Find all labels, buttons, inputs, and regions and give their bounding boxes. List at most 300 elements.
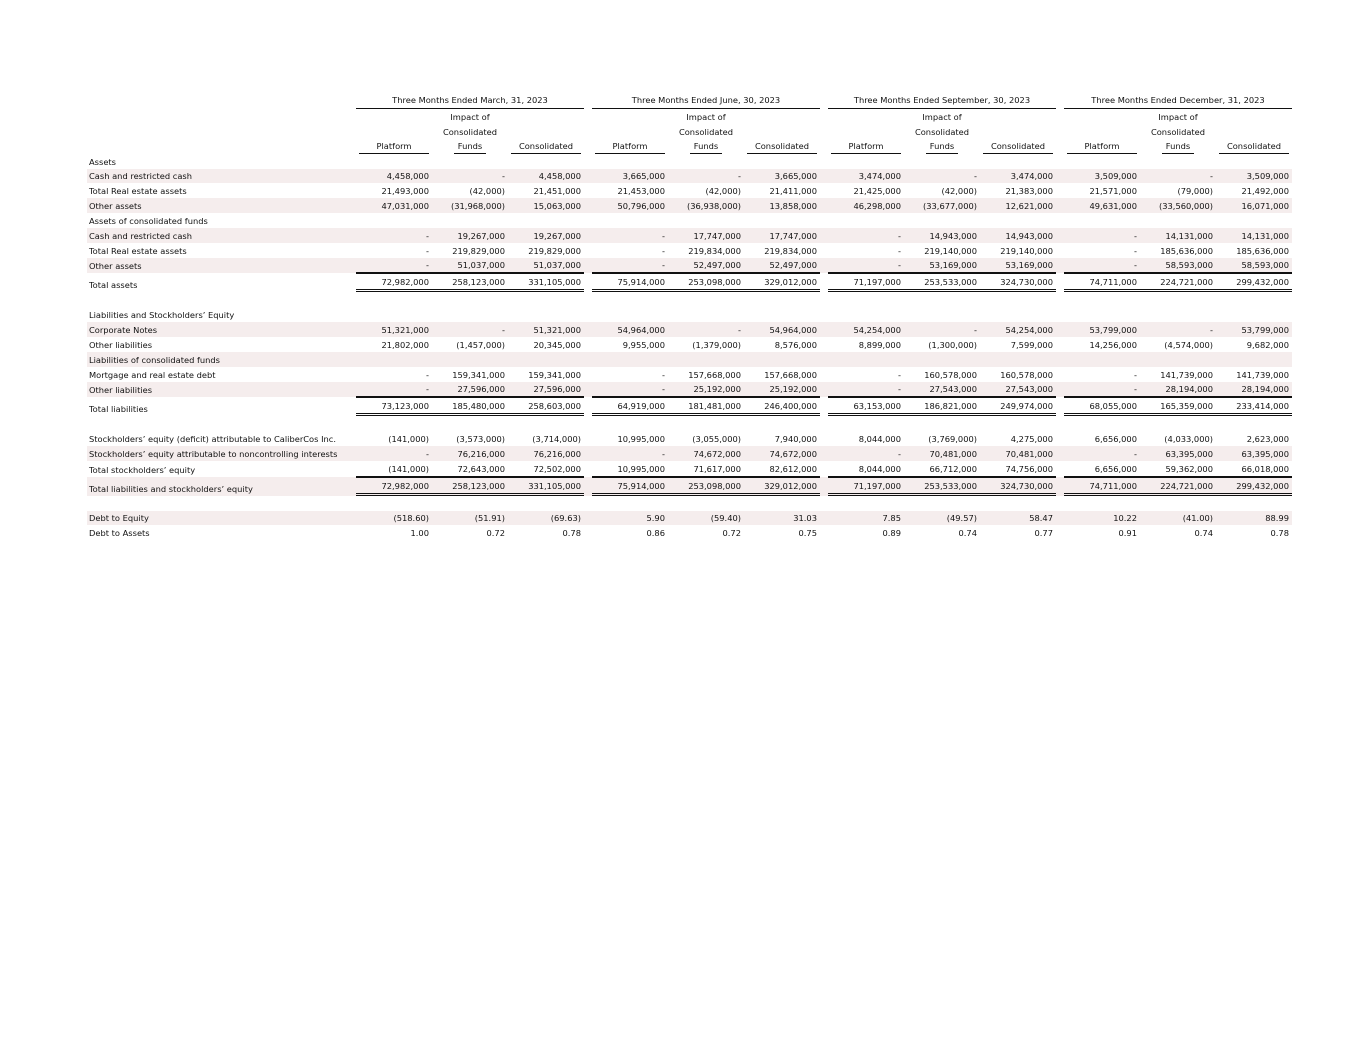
table-row xyxy=(87,322,1292,337)
table-cell: 0.86 xyxy=(646,528,665,539)
table-cell: 219,140,000 xyxy=(1000,245,1053,256)
table-cell: - xyxy=(1064,382,1140,398)
table-cell: - xyxy=(828,446,904,461)
row-label: Other liabilities xyxy=(87,382,348,398)
table-cell: 4,275,000 xyxy=(1010,434,1053,445)
table-cell xyxy=(828,213,904,228)
table-cell: - xyxy=(1140,322,1216,337)
table-cell xyxy=(1216,154,1292,169)
column-header-platform: Platform xyxy=(1067,140,1137,154)
column-header-impact-l1: Impact of xyxy=(922,111,962,122)
table-cell: 72,982,000 xyxy=(356,273,432,292)
table-cell: 73,123,000 xyxy=(356,397,432,416)
table-cell: 64,919,000 xyxy=(592,397,668,416)
section-row xyxy=(87,154,1292,169)
table-cell: 72,502,000 xyxy=(508,461,584,477)
table-cell xyxy=(432,352,508,367)
table-cell: 3,509,000 xyxy=(1064,169,1140,184)
table-cell: 233,414,000 xyxy=(1216,397,1292,416)
table-cell: 219,140,000 xyxy=(924,245,977,256)
table-cell: 219,829,000 xyxy=(528,245,581,256)
table-cell: (31,968,000) xyxy=(432,198,508,213)
section-row xyxy=(87,307,1292,322)
table-cell: 10,995,000 xyxy=(617,434,665,445)
table-cell: 52,497,000 xyxy=(744,258,820,274)
spacer-row xyxy=(87,292,1292,307)
table-cell: 74,711,000 xyxy=(1064,273,1140,292)
table-row xyxy=(87,243,1292,258)
table-cell: 63,395,000 xyxy=(1216,446,1292,461)
table-cell: 72,643,000 xyxy=(432,461,508,477)
table-cell: - xyxy=(828,258,904,274)
table-cell: - xyxy=(668,169,744,184)
table-cell: 224,721,000 xyxy=(1140,477,1216,496)
column-header-row xyxy=(87,124,1292,139)
table-cell: 4,458,000 xyxy=(508,169,584,184)
table-cell: 63,153,000 xyxy=(828,397,904,416)
row-label: Total liabilities and stockholders’ equity xyxy=(87,477,348,496)
row-label: Total Real estate assets xyxy=(89,186,187,197)
table-cell: 185,480,000 xyxy=(432,397,508,416)
table-cell xyxy=(668,352,744,367)
row-label: Assets of consolidated funds xyxy=(89,215,208,226)
table-cell xyxy=(980,307,1056,322)
table-cell xyxy=(592,213,668,228)
table-cell: (3,769,000) xyxy=(928,434,977,445)
table-cell: - xyxy=(1064,446,1140,461)
table-cell: 51,037,000 xyxy=(432,258,508,274)
table-cell: - xyxy=(426,369,429,380)
table-cell: - xyxy=(662,369,665,380)
row-label: Assets xyxy=(89,156,117,167)
table-cell: 27,596,000 xyxy=(508,382,584,398)
table-cell: 17,747,000 xyxy=(744,228,820,243)
table-cell: (33,677,000) xyxy=(904,198,980,213)
column-header-row xyxy=(87,139,1292,154)
table-cell: 9,682,000 xyxy=(1246,339,1289,350)
table-cell: 25,192,000 xyxy=(744,382,820,398)
table-cell xyxy=(1216,352,1292,367)
table-cell: (42,000) xyxy=(469,186,505,197)
table-cell: 9,955,000 xyxy=(622,339,665,350)
table-cell: 88.99 xyxy=(1216,511,1292,526)
table-cell: 3,665,000 xyxy=(592,169,668,184)
table-cell: (4,033,000) xyxy=(1164,434,1213,445)
table-cell: 0.91 xyxy=(1118,528,1137,539)
table-cell: 8,044,000 xyxy=(858,434,901,445)
table-cell xyxy=(1140,154,1216,169)
table-cell: - xyxy=(356,228,432,243)
table-cell: - xyxy=(356,446,432,461)
table-cell: 6,656,000 xyxy=(1064,461,1140,477)
table-cell xyxy=(828,154,904,169)
table-cell xyxy=(1064,154,1140,169)
table-cell: 17,747,000 xyxy=(668,228,744,243)
table-cell: 7.85 xyxy=(828,511,904,526)
table-cell: 71,617,000 xyxy=(668,461,744,477)
row-label: Cash and restricted cash xyxy=(87,228,348,243)
table-cell: 15,063,000 xyxy=(508,198,584,213)
table-cell: 70,481,000 xyxy=(904,446,980,461)
table-cell: 5.90 xyxy=(592,511,668,526)
table-cell: (51.91) xyxy=(432,511,508,526)
table-cell: 160,578,000 xyxy=(924,369,977,380)
table-cell: - xyxy=(662,245,665,256)
table-cell: - xyxy=(898,245,901,256)
column-header-impact-l1: Impact of xyxy=(1158,111,1198,122)
table-cell: 74,711,000 xyxy=(1064,477,1140,496)
table-cell: 185,636,000 xyxy=(1160,245,1213,256)
table-cell xyxy=(432,307,508,322)
table-cell: (79,000) xyxy=(1177,186,1213,197)
table-cell: 50,796,000 xyxy=(592,198,668,213)
table-cell: 160,578,000 xyxy=(1000,369,1053,380)
table-cell xyxy=(828,352,904,367)
table-cell: 54,254,000 xyxy=(828,322,904,337)
table-cell xyxy=(356,154,432,169)
table-cell: 253,533,000 xyxy=(904,477,980,496)
table-cell: 76,216,000 xyxy=(432,446,508,461)
table-cell: 19,267,000 xyxy=(432,228,508,243)
total-row xyxy=(87,477,1292,496)
table-cell xyxy=(1064,352,1140,367)
column-header-platform: Platform xyxy=(595,140,665,154)
table-cell: 14,131,000 xyxy=(1140,228,1216,243)
column-header-impact-l1: Impact of xyxy=(450,111,490,122)
table-cell: 74,672,000 xyxy=(744,446,820,461)
table-cell: (49.57) xyxy=(904,511,980,526)
table-cell: 253,533,000 xyxy=(904,273,980,292)
table-cell xyxy=(1216,307,1292,322)
table-cell: 16,071,000 xyxy=(1216,198,1292,213)
table-cell: 331,105,000 xyxy=(508,477,584,496)
row-label: Total Real estate assets xyxy=(89,245,187,256)
table-cell xyxy=(904,307,980,322)
table-cell: 246,400,000 xyxy=(744,397,820,416)
column-header-impact-l3: Funds xyxy=(1162,140,1194,154)
table-row xyxy=(87,525,1292,540)
table-cell: - xyxy=(1134,369,1137,380)
financial-table xyxy=(87,93,1292,540)
column-header-impact-l1: Impact of xyxy=(686,111,726,122)
table-cell: 6,656,000 xyxy=(1094,434,1137,445)
table-cell: 299,432,000 xyxy=(1216,477,1292,496)
table-cell: 72,982,000 xyxy=(356,477,432,496)
table-cell: - xyxy=(426,245,429,256)
table-cell: 186,821,000 xyxy=(904,397,980,416)
table-cell: (3,055,000) xyxy=(692,434,741,445)
row-label: Liabilities of consolidated funds xyxy=(87,352,348,367)
column-header-impact-l2: Consolidated xyxy=(1150,126,1206,137)
period-q3: Three Months Ended September, 30, 2023 xyxy=(828,93,1056,109)
table-row xyxy=(87,169,1292,184)
total-row xyxy=(87,461,1292,477)
column-header-impact-l3: Funds xyxy=(454,140,486,154)
table-cell xyxy=(356,213,432,228)
table-cell: - xyxy=(432,169,508,184)
table-cell: 66,018,000 xyxy=(1216,461,1292,477)
table-cell xyxy=(668,307,744,322)
row-label: Other liabilities xyxy=(89,339,153,350)
table-cell: 21,802,000 xyxy=(381,339,429,350)
table-cell xyxy=(508,213,584,228)
table-cell: - xyxy=(904,322,980,337)
table-cell: 8,044,000 xyxy=(828,461,904,477)
table-cell: 71,197,000 xyxy=(828,477,904,496)
table-cell xyxy=(980,154,1056,169)
table-cell: - xyxy=(828,228,904,243)
table-cell xyxy=(1140,352,1216,367)
column-header-consolidated: Consolidated xyxy=(983,140,1053,154)
table-cell: 329,012,000 xyxy=(744,273,820,292)
table-cell: - xyxy=(668,322,744,337)
table-cell: (42,000) xyxy=(705,186,741,197)
table-cell: - xyxy=(592,228,668,243)
table-cell: 0.89 xyxy=(882,528,901,539)
table-cell: 14,943,000 xyxy=(980,228,1056,243)
table-cell: - xyxy=(432,322,508,337)
table-cell: 28,194,000 xyxy=(1140,382,1216,398)
column-header-impact-l2: Consolidated xyxy=(914,126,970,137)
table-cell: 8,576,000 xyxy=(774,339,817,350)
table-cell: 27,596,000 xyxy=(432,382,508,398)
table-cell: (42,000) xyxy=(941,186,977,197)
table-cell: (4,574,000) xyxy=(1164,339,1213,350)
column-header-row xyxy=(87,109,1292,124)
table-cell: 219,829,000 xyxy=(452,245,505,256)
table-cell: 21,411,000 xyxy=(769,186,817,197)
table-cell: - xyxy=(828,382,904,398)
table-row xyxy=(87,431,1292,446)
table-cell: - xyxy=(898,369,901,380)
table-cell: (141,000) xyxy=(356,461,432,477)
table-cell: - xyxy=(592,382,668,398)
table-cell xyxy=(1216,213,1292,228)
row-label: Debt to Equity xyxy=(87,511,348,526)
table-cell: (1,457,000) xyxy=(456,339,505,350)
table-cell: 25,192,000 xyxy=(668,382,744,398)
table-cell: 0.74 xyxy=(958,528,977,539)
table-cell: 3,474,000 xyxy=(828,169,904,184)
table-cell: - xyxy=(1134,245,1137,256)
section-row xyxy=(87,352,1292,367)
table-cell xyxy=(828,307,904,322)
table-cell: (141,000) xyxy=(388,434,429,445)
table-cell: 68,055,000 xyxy=(1064,397,1140,416)
table-cell: 53,799,000 xyxy=(1064,322,1140,337)
row-label: Other assets xyxy=(87,258,348,274)
table-cell: 21,492,000 xyxy=(1241,186,1289,197)
table-cell xyxy=(904,154,980,169)
table-cell: (518.60) xyxy=(356,511,432,526)
table-cell: 53,799,000 xyxy=(1216,322,1292,337)
table-cell: 3,665,000 xyxy=(744,169,820,184)
table-cell xyxy=(356,352,432,367)
table-cell: 157,668,000 xyxy=(764,369,817,380)
table-cell: 299,432,000 xyxy=(1216,273,1292,292)
row-label: Other assets xyxy=(87,198,348,213)
table-cell: 54,254,000 xyxy=(980,322,1056,337)
table-cell xyxy=(1064,307,1140,322)
table-row xyxy=(87,228,1292,243)
table-row xyxy=(87,183,1292,198)
table-cell: - xyxy=(356,382,432,398)
table-cell: 258,123,000 xyxy=(432,477,508,496)
table-cell: 75,914,000 xyxy=(592,477,668,496)
row-label: Total assets xyxy=(89,280,138,291)
table-cell: 66,712,000 xyxy=(904,461,980,477)
table-cell: 157,668,000 xyxy=(688,369,741,380)
table-cell: (1,379,000) xyxy=(692,339,741,350)
table-cell: 71,197,000 xyxy=(828,273,904,292)
table-cell xyxy=(592,352,668,367)
table-cell: 258,123,000 xyxy=(432,273,508,292)
table-cell: 0.78 xyxy=(1270,528,1289,539)
table-cell: 159,341,000 xyxy=(528,369,581,380)
table-cell: 0.72 xyxy=(486,528,505,539)
table-cell xyxy=(668,154,744,169)
table-cell: 0.75 xyxy=(798,528,817,539)
table-cell: 219,834,000 xyxy=(688,245,741,256)
table-cell: 3,509,000 xyxy=(1216,169,1292,184)
table-row xyxy=(87,258,1292,274)
table-cell: 0.78 xyxy=(562,528,581,539)
row-label: Cash and restricted cash xyxy=(87,169,348,184)
table-cell: (59.40) xyxy=(668,511,744,526)
table-cell xyxy=(744,307,820,322)
row-label: Debt to Assets xyxy=(89,528,150,539)
table-cell: - xyxy=(592,446,668,461)
table-cell: 165,359,000 xyxy=(1140,397,1216,416)
table-cell: 7,599,000 xyxy=(1010,339,1053,350)
table-cell: 10,995,000 xyxy=(592,461,668,477)
table-cell xyxy=(1140,307,1216,322)
table-row xyxy=(87,382,1292,398)
period-q2: Three Months Ended June, 30, 2023 xyxy=(592,93,820,109)
table-cell: 74,672,000 xyxy=(668,446,744,461)
table-cell: 141,739,000 xyxy=(1236,369,1289,380)
table-cell xyxy=(432,213,508,228)
table-cell xyxy=(904,213,980,228)
table-cell: 54,964,000 xyxy=(592,322,668,337)
period-header-row xyxy=(87,93,1292,109)
table-cell xyxy=(744,352,820,367)
row-label: Total liabilities xyxy=(89,404,148,415)
table-cell: 21,425,000 xyxy=(853,186,901,197)
table-cell: (69.63) xyxy=(508,511,584,526)
table-cell: - xyxy=(904,169,980,184)
table-cell: (33,560,000) xyxy=(1140,198,1216,213)
table-cell: 0.77 xyxy=(1034,528,1053,539)
period-q4: Three Months Ended December, 31, 2023 xyxy=(1064,93,1292,109)
table-cell: 58,593,000 xyxy=(1140,258,1216,274)
table-cell: (3,573,000) xyxy=(456,434,505,445)
table-cell: 49,631,000 xyxy=(1064,198,1140,213)
table-cell: 329,012,000 xyxy=(744,477,820,496)
table-cell: - xyxy=(1064,228,1140,243)
row-label: Stockholders’ equity attributable to noncontrolling interests xyxy=(87,446,348,461)
column-header-platform: Platform xyxy=(359,140,429,154)
table-cell: 7,940,000 xyxy=(774,434,817,445)
table-cell: 21,453,000 xyxy=(617,186,665,197)
table-cell: 14,943,000 xyxy=(904,228,980,243)
period-q1: Three Months Ended March, 31, 2023 xyxy=(356,93,584,109)
table-cell: - xyxy=(592,258,668,274)
column-header-impact-l3: Funds xyxy=(690,140,722,154)
row-label: Liabilities and Stockholders’ Equity xyxy=(89,310,235,321)
column-header-impact-l3: Funds xyxy=(926,140,958,154)
table-cell: 51,037,000 xyxy=(508,258,584,274)
table-cell xyxy=(592,307,668,322)
row-label: Stockholders’ equity (deficit) attributable to CaliberCos Inc. xyxy=(89,434,336,445)
table-cell: 249,974,000 xyxy=(980,397,1056,416)
header-blank xyxy=(87,93,348,109)
table-cell xyxy=(432,154,508,169)
table-cell: 53,169,000 xyxy=(904,258,980,274)
table-cell: 258,603,000 xyxy=(508,397,584,416)
table-cell: (41.00) xyxy=(1140,511,1216,526)
table-cell: 75,914,000 xyxy=(592,273,668,292)
table-row xyxy=(87,446,1292,461)
column-header-consolidated: Consolidated xyxy=(747,140,817,154)
table-cell: 21,571,000 xyxy=(1089,186,1137,197)
column-header-consolidated: Consolidated xyxy=(511,140,581,154)
table-cell: 20,345,000 xyxy=(533,339,581,350)
table-cell: 224,721,000 xyxy=(1140,273,1216,292)
table-cell: 76,216,000 xyxy=(508,446,584,461)
table-cell xyxy=(508,154,584,169)
table-cell: 70,481,000 xyxy=(980,446,1056,461)
table-cell: 47,031,000 xyxy=(356,198,432,213)
table-cell xyxy=(744,154,820,169)
spacer-row xyxy=(87,416,1292,431)
table-cell: 53,169,000 xyxy=(980,258,1056,274)
spacer-row xyxy=(87,496,1292,511)
table-row xyxy=(87,337,1292,352)
balance-sheet xyxy=(87,93,1292,540)
table-cell: (36,938,000) xyxy=(668,198,744,213)
table-cell: 324,730,000 xyxy=(980,273,1056,292)
row-label: Total stockholders’ equity xyxy=(89,464,196,475)
table-cell: 21,451,000 xyxy=(533,186,581,197)
table-row xyxy=(87,367,1292,382)
table-cell: 1.00 xyxy=(410,528,429,539)
table-cell: (3,714,000) xyxy=(532,434,581,445)
table-cell: 4,458,000 xyxy=(356,169,432,184)
table-cell xyxy=(980,352,1056,367)
table-cell: 58.47 xyxy=(980,511,1056,526)
table-cell: 253,098,000 xyxy=(668,273,744,292)
table-cell: 14,131,000 xyxy=(1216,228,1292,243)
table-cell: 12,621,000 xyxy=(980,198,1056,213)
table-cell xyxy=(508,307,584,322)
total-row xyxy=(87,397,1292,416)
table-cell xyxy=(744,213,820,228)
table-cell: 51,321,000 xyxy=(356,322,432,337)
table-row xyxy=(87,511,1292,526)
table-cell xyxy=(904,352,980,367)
column-header-impact-l2: Consolidated xyxy=(678,126,734,137)
table-cell: 58,593,000 xyxy=(1216,258,1292,274)
total-row xyxy=(87,273,1292,292)
table-cell: 27,543,000 xyxy=(904,382,980,398)
table-cell: 54,964,000 xyxy=(744,322,820,337)
table-cell: 46,298,000 xyxy=(828,198,904,213)
table-cell: 159,341,000 xyxy=(452,369,505,380)
table-cell: 8,899,000 xyxy=(858,339,901,350)
row-label: Corporate Notes xyxy=(87,322,348,337)
table-cell: 51,321,000 xyxy=(508,322,584,337)
